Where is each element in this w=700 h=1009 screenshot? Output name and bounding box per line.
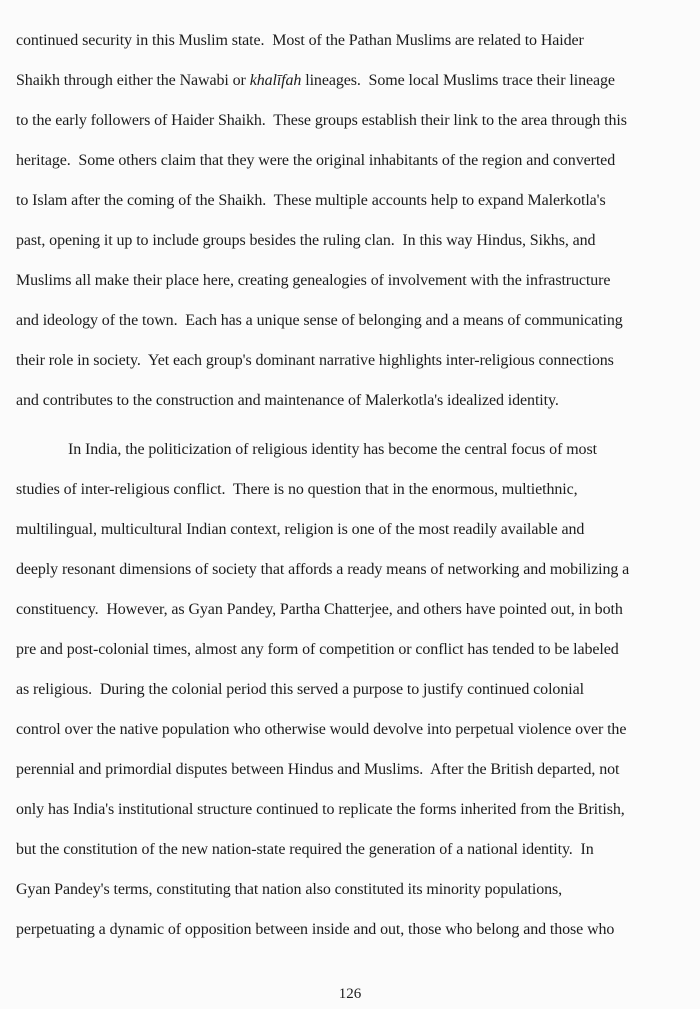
text-line (16, 141, 688, 181)
text-segment: Shaikh through either the Nawabi or (16, 72, 250, 89)
text-segment: and contributes to the construction and maintenance of Malerkotla's idealized identity. (16, 392, 559, 409)
text-segment: In India, the politicization of religious identity has become the central focus of most (68, 441, 597, 458)
text-line (16, 790, 688, 830)
text-line (16, 910, 688, 950)
text-segment: to the early followers of Haider Shaikh. These groups establish their link to the area through this (16, 112, 627, 129)
text-line (16, 341, 688, 381)
text-line (16, 101, 688, 141)
text-line (16, 470, 688, 510)
text-line (16, 61, 688, 101)
paragraph (16, 21, 688, 421)
text-line (16, 181, 688, 221)
text-segment: as religious. During the colonial period this served a purpose to justify continued colonial (16, 681, 584, 698)
text-segment: but the constitution of the new nation-state required the generation of a national identity. In (16, 841, 594, 858)
text-segment: constituency. However, as Gyan Pandey, Partha Chatterjee, and others have pointed out, in both (16, 601, 623, 618)
text-line (16, 710, 688, 750)
text-line (16, 830, 688, 870)
text-line (16, 750, 688, 790)
text-segment: perpetuating a dynamic of opposition between inside and out, those who belong and those who (16, 921, 615, 938)
text-segment: pre and post-colonial times, almost any form of competition or conflict has tended to be labeled (16, 641, 619, 658)
text-segment: Muslims all make their place here, creating genealogies of involvement with the infrastructure (16, 272, 611, 289)
text-line (16, 510, 688, 550)
text-segment: past, opening it up to include groups besides the ruling clan. In this way Hindus, Sikhs, and (16, 232, 596, 249)
text-line (16, 301, 688, 341)
text-segment: heritage. Some others claim that they were the original inhabitants of the region and converted (16, 152, 616, 169)
page-body (16, 21, 688, 950)
text-segment: control over the native population who otherwise would devolve into perpetual violence over the (16, 721, 627, 738)
text-line (16, 870, 688, 910)
text-line (16, 430, 688, 470)
text-segment: to Islam after the coming of the Shaikh. These multiple accounts help to expand Malerkotla's (16, 192, 606, 209)
text-segment: continued security in this Muslim state. Most of the Pathan Muslims are related to Haider (16, 32, 584, 49)
paragraph (16, 430, 688, 950)
text-line (16, 630, 688, 670)
italic-text-segment: khalīfah (249, 72, 302, 89)
text-segment: and ideology of the town. Each has a unique sense of belonging and a means of communicating (16, 312, 623, 329)
text-line (16, 21, 688, 61)
text-line (16, 670, 688, 710)
text-segment: perennial and primordial disputes between Hindus and Muslims. After the British departed, not (16, 761, 620, 778)
text-segment: lineages. Some local Muslims trace their lineage (301, 72, 615, 89)
text-line (16, 550, 688, 590)
text-line (16, 221, 688, 261)
text-line (16, 261, 688, 301)
text-line (16, 381, 688, 421)
text-line (16, 590, 688, 630)
text-segment: deeply resonant dimensions of society that affords a ready means of networking and mobilizing a (16, 561, 630, 578)
text-segment: only has India's institutional structure continued to replicate the forms inherited from the British, (16, 801, 625, 818)
text-segment: their role in society. Yet each group's dominant narrative highlights inter-religious connections (16, 352, 614, 369)
page-number: 126 (338, 986, 362, 1002)
text-segment: multilingual, multicultural Indian context, religion is one of the most readily available and (16, 521, 585, 538)
text-segment: Gyan Pandey's terms, constituting that nation also constituted its minority populations, (16, 881, 563, 898)
text-segment: studies of inter-religious conflict. There is no question that in the enormous, multiethnic, (16, 481, 578, 498)
